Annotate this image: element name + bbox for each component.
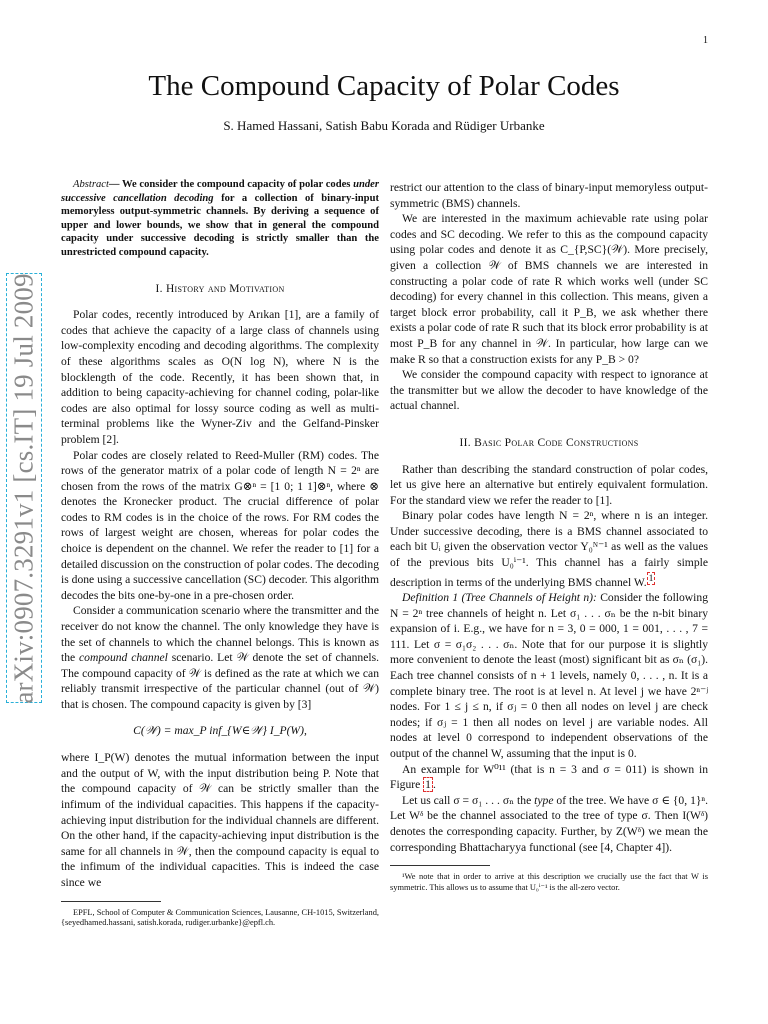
section-heading-1 — [61, 282, 379, 298]
paragraph — [390, 508, 708, 590]
right-column — [390, 180, 708, 893]
left-column — [61, 178, 379, 929]
paper-title: The Compound Capacity of Polar Codes — [148, 70, 620, 102]
paragraph-text: scenario. Let 𝒲 denote the set of channels. The compound capacity of 𝒲 is defined as the rate at which we can reliably transmit irrespective of the particular channel (out of 𝒲) that is chosen. The compound capacity is given by [3] — [61, 651, 380, 711]
paragraph: Rather than describing the standard construction of polar codes, let us give here an alternative but entirely equivalent formulation. For the standard view we refer the reader to [1]. — [390, 462, 708, 507]
footnote-rule — [61, 901, 161, 902]
affiliation-footnote: EPFL, School of Computer & Communication Sciences, Lausanne, CH-1015, Switzerland, {seyedhamed.hassani, satish.korada, rudiger.urbanke}@epfl.ch. — [61, 907, 379, 928]
paragraph — [390, 762, 708, 793]
paragraph-text: of the tree. We have σ ∈ {0, 1}ⁿ. Let Wᵟ be the channel associated to the tree of type σ. Then I(Wᵟ) denotes the corresponding capacity. Further, by Z(Wᵟ) we mean the corresponding Bhattacharyya functional (see [4, Chapter 4]). — [390, 793, 708, 854]
definition — [390, 590, 708, 762]
definition-text: Consider the following N = 2ⁿ tree channels of height n. Let σ₁ . . . σₙ be the n-bit binary expansion of i. E.g., we have for n = 3, 0 = 000, 1 = 001, . . . , 7 = 111. Let σ = σ₁σ₂ . . . σₙ. Note that for our purpose it is slightly more convenient to denote the least (most) significant bit as σₙ (σ₁). Each tree channel consists of n + 1 levels, namely 0, . . . , n. It is a complete binary tree. The root is at level n. At level j we have 2ⁿ⁻ʲ nodes. For 1 ≤ j ≤ n, if σⱼ = 0 then all nodes on level j are check nodes; if σⱼ = 1 then all nodes on level j are variable nodes. All nodes at level 0 correspond to independent observations of the output of the channel W, assuming that the input is 0. — [390, 591, 708, 761]
page-number: 1 — [703, 35, 708, 46]
paragraph-text: An example for W⁰¹¹ (that is n = 3 and σ = 011) is shown in Figure — [390, 762, 708, 792]
author-list: S. Hamed Hassani, Satish Babu Korada and Rüdiger Urbanke — [223, 118, 545, 133]
arxiv-identifier: arXiv:0907.3291v1 [cs.IT] 19 Jul 2009 — [8, 272, 39, 704]
arxiv-stamp[interactable] — [6, 273, 42, 703]
figure-link[interactable]: 1 — [425, 778, 431, 792]
section-title: History and Motivation — [165, 282, 285, 295]
section-numeral: II. — [459, 436, 475, 449]
section-numeral: I. — [155, 282, 166, 295]
paragraph-text: Consider a communication scenario where the transmitter and the receiver do not know the channel. The only knowledge they have is the set of channels to which the channel belongs. This is known as the — [61, 604, 379, 665]
footnote: ¹We note that in order to arrive at this description we crucially use the fact that W is symmetric. This allows us to assume that U₀ⁱ⁻¹ is the all-zero vector. — [390, 872, 708, 892]
paragraph: We are interested in the maximum achievable rate using polar codes and SC decoding. We refer to this as the compound capacity using polar codes and denote it as C_{P,SC}(𝒲). More precisely, given a collection 𝒲 of BMS channels we are interested in constructing a polar code of rate R which works well (under SC decoding) for every channel in this collection. This means, given a target block error probability, call it P_B, we ask whether there exists a polar code of rate R such that its block error probability is at most P_B for any channel in 𝒲. In particular, how large can we make R so that a construction exists for any P_B > 0? — [390, 212, 708, 366]
abstract-label: Abstract — [73, 179, 109, 190]
abstract-emphasis: under successive cancellation decoding — [61, 179, 379, 204]
paragraph — [390, 793, 708, 855]
paragraph: Polar codes are closely related to Reed-Muller (RM) codes. The rows of the generator matrix of a polar code of length N = 2ⁿ are chosen from the rows of the matrix G⊗ⁿ = [1 0; 1 1]⊗ⁿ, where ⊗ denotes the Kronecker product. The crucial difference of polar codes to RM codes is in the choice of the rows. For RM codes the rows of largest weight are chosen, whereas for polar codes the choice is dependent on the channel. We refer the reader to [1] for a detailed discussion on the construction of polar codes. The decoding is done using a successive cancellation (SC) decoder. This algorithm decodes the bits one-by-one in a pre-chosen order. — [61, 448, 379, 602]
paragraph-text: . — [432, 778, 436, 792]
paragraph: We consider the compound capacity with respect to ignorance at the transmitter but we allow the decoder to have knowledge of the actual channel. — [390, 368, 708, 413]
definition-label: Definition 1 (Tree Channels of Height n): — [402, 591, 597, 605]
emphasis: type — [534, 793, 554, 807]
paragraph-text: Let us call σ = σ₁ . . . σₙ the — [402, 793, 535, 807]
section-heading-2 — [390, 436, 708, 452]
paragraph — [61, 603, 379, 712]
paragraph: where I_P(W) denotes the mutual information between the input and the output of W, with the input distribution being P. Note that the compound capacity of 𝒲 can be strictly smaller than the infimum of the individual capacities. This happens if the capacity-achieving input distribution for the individual channels are different. On the other hand, if the capacity-achieving input distribution is the same for all channels in 𝒲, then the compound capacity is equal to the infimum of the individual capacities. This is indeed the case since we — [61, 751, 379, 889]
abstract-dash: — We consider the compound capacity of polar codes — [108, 179, 354, 190]
footnote-rule — [390, 865, 490, 866]
section-title: Basic Polar Code Constructions — [474, 436, 639, 449]
emphasis: compound channel — [79, 651, 168, 665]
paragraph-text: Binary polar codes have length N = 2ⁿ, where n is an integer. Under successive decoding, there is a BMS channel associated to each bit Uᵢ given the observation vector Y₀ᴺ⁻¹ as well as the values of the previous bits U₀ⁱ⁻¹. This channel has a fairly simple description in terms of the underlying BMS channel W. — [390, 509, 708, 589]
abstract — [61, 178, 379, 260]
abstract-text: for a collection of binary-input memoryless output-symmetric channels. By deriving a sequence of upper and lower bounds, we show that in general the compound capacity under successive decoding is strictly smaller than the unrestricted compound capacity. — [61, 192, 379, 258]
compound-capacity-equation: C(𝒲) = max_P inf_{W∈𝒲} I_P(W), — [133, 723, 307, 737]
footnote-link[interactable]: 1 — [648, 572, 654, 584]
paragraph: restrict our attention to the class of binary-input memoryless output-symmetric (BMS) channels. — [390, 181, 708, 210]
paragraph: Polar codes, recently introduced by Arıkan [1], are a family of codes that achieve the capacity of a large class of channels using low-complexity encoding and decoding algorithms. The complexity of these algorithms scales as O(N log N), where N is the blocklength of the code. Recently, it has been shown that, in addition to being capacity-achieving for channel coding, polar-like codes are also optimal for lossy source coding as well as multi-terminal problems like the Wyner-Ziv and the Gelfand-Pinsker problem [2]. — [61, 308, 379, 446]
